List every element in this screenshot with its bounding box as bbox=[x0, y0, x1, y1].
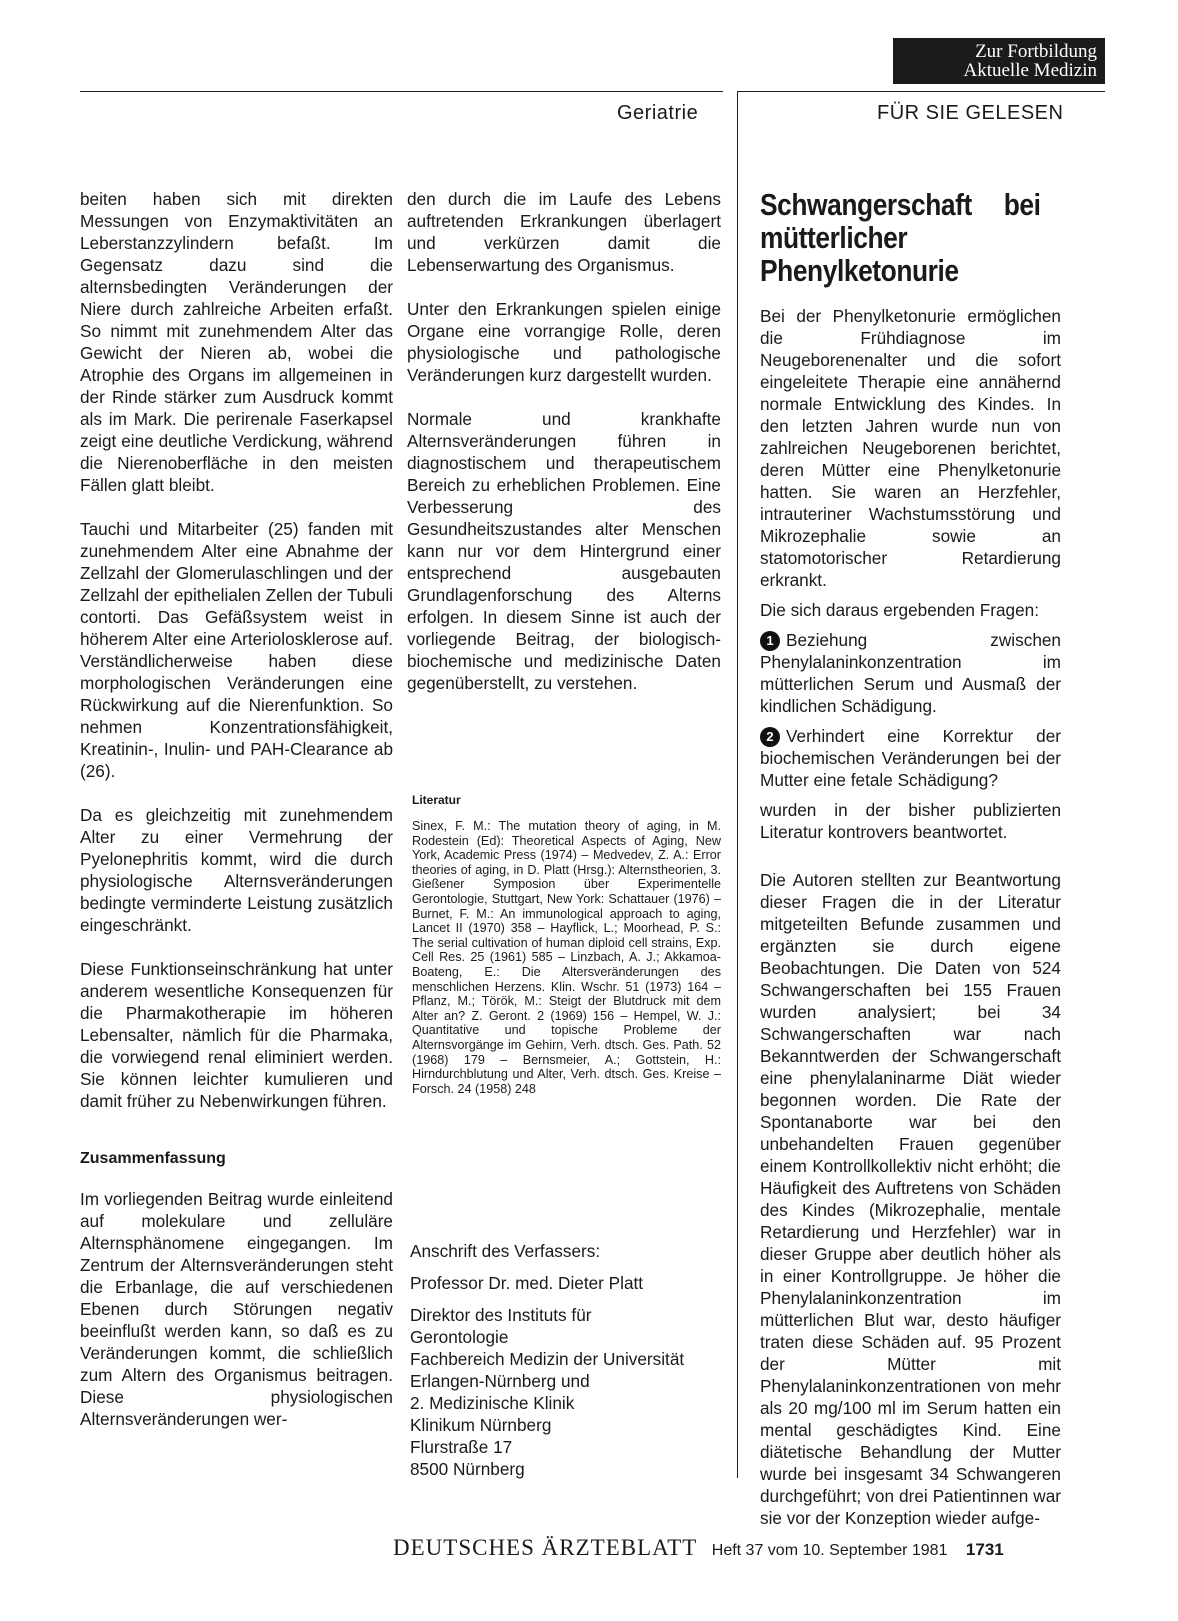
badge-line-2: Aktuelle Medizin bbox=[963, 60, 1097, 81]
address-line: Gerontologie bbox=[410, 1327, 509, 1347]
col3-paragraph-1: Bei der Phenylketonurie ermöglichen die Frühdiagnose im Neugeborenenalter und die sofort eingeleitete Therapie eine annähernd normale Entwicklung des Kindes. In den letzten Jahren wurde nun von zahlreichen Neugeborenen berichtet, deren Mütter eine Phenylketonurie hatten. Sie waren an Herzfehler, intrauteriner Wachstumsstörung und Mikrozephalie sowie an statomotorischer Retardierung erkrankt. bbox=[760, 306, 1061, 590]
article-title: Schwangerschaft bei mütterlicher Phenylketonurie bbox=[760, 187, 1041, 288]
literature-list: Sinex, F. M.: The mutation theory of aging, in M. Rodestein (Ed): Theoretical Aspects of Aging, New York, Academic Press (1974) – Medvedev, Z. A.: Error theories of aging, in D. Platt (Hrsg.): Alternstheorien, 3. Gießener Symposion über Experimentelle Gerontologie, Stuttgart, New York: Schattauer (1976) – Burnet, F. M.: An immunological approach to aging, Lancet II (1970) 358 – Hayflick, L.; Moorhead, P. S.: The serial cultivation of human diploid cell strains, Exp. Cell Res. 25 (1961) 585 – Linzbach, A. J.; Akkamoa-Boateng, E.: Die Altersveränderungen des menschlichen Herzens. Klin. Wschr. 51 (1973) 164 – Pflanz, M.; Török, M.: Steigt der Blutdruck mit dem Alter an? Z. Geront. 2 (1969) 156 – Hempel, W. J.: Quantitative und topische Probleme der Alternsvorgänge im Gehirn, Verh. dtsch. Ges. Path. 52 (1968) 179 – Bernsmeier, A.; Gottstein, H.: Hirndurchblutung und Alter, Verh. dtsch. Ges. Kreise – Forsch. 24 (1958) 248 bbox=[412, 819, 721, 1096]
question-1-text: Beziehung zwischen Phenylalaninkonzentration im mütterlichen Serum und Ausmaß der kindlichen Schädigung. bbox=[760, 630, 1061, 716]
address-label: Anschrift des Verfassers: bbox=[410, 1241, 601, 1261]
address-line: Klinikum Nürnberg bbox=[410, 1415, 552, 1435]
col1-paragraph-1: beiten haben sich mit direkten Messungen von Enzymaktivitäten an Leberstanzzylindern befaßt. Im Gegensatz dazu sind die alternsbedingten Veränderungen der Niere durch zahlreiche Arbeiten erfaßt. So nimmt mit zunehmendem Alter das Gewicht der Nieren ab, wobei die Atrophie des Organs im allgemeinen in der Rinde stärker zum Ausdruck kommt als im Mark. Die perirenale Faserkapsel zeigt eine deutliche Verdickung, während die Nierenoberfläche in den meisten Fällen glatt bleibt. bbox=[80, 189, 393, 495]
question-2-text: Verhindert eine Korrektur der biochemischen Veränderungen bei der Mutter eine fetale Schädigung? bbox=[760, 726, 1061, 790]
col1-paragraph-5: Im vorliegenden Beitrag wurde einleitend auf molekulare und zelluläre Alternsphänomene eingegangen. Im Zentrum der Alternsveränderungen steht die Erbanlage, die auf verschiedenen Ebenen durch Störungen negativ beeinflußt werden kann, so daß es zu Veränderungen kommt, die schließlich zum Altern des Organismus beitragen. Diese physiologischen Alternsveränderungen wer- bbox=[80, 1189, 393, 1429]
col3-paragraph-4: Die Autoren stellten zur Beantwortung dieser Fragen die in der Literatur mitgeteilten Befunde zusammen und ergänzten sie durch eigene Beobachtungen. Die Daten von 524 Schwangerschaften bei 155 Frauen wurden analysiert; bei 34 Schwangerschaften war nach Bekanntwerden der Schwangerschaft eine phenylalaninarme Diät wieder begonnen worden. Die Rate der Spontanaborte war bei den unbehandelten Frauen gegenüber einem Kontrollkollektiv nicht erhöht; die Häufigkeit des Auftretens von Schäden des Kindes (Mikrozephalie, mentale Retardierung und Herzfehler) war in dieser Gruppe aber deutlich höher als in einer Kontrollgruppe. Je höher die Phenylalaninkonzentration im mütterlichen Blut war, desto häufiger traten diese Schäden auf. 95 Prozent der Mütter mit Phenylalaninkonzentrationen von mehr als 20 mg/100 ml im Serum hatten ein mental geschädigtes Kind. Eine diätetische Behandlung der Mutter wurde bei insgesamt 34 Schwangeren durchgeführt; von drei Patientinnen war sie vor der Konzeption wieder aufge- bbox=[760, 870, 1061, 1528]
literature-heading: Literatur bbox=[412, 793, 461, 807]
author-address bbox=[410, 1240, 730, 1480]
number-1-icon: 1 bbox=[760, 631, 780, 651]
col3-paragraph-2: Die sich daraus ergebenden Fragen: bbox=[760, 600, 1039, 620]
question-2 bbox=[760, 725, 1061, 791]
running-head-left: Geriatrie bbox=[617, 102, 699, 124]
address-line: 8500 Nürnberg bbox=[410, 1459, 525, 1479]
column-divider bbox=[737, 91, 738, 1478]
section-badge bbox=[893, 38, 1105, 84]
address-line: Direktor des Instituts für bbox=[410, 1305, 592, 1325]
summary-heading: Zusammenfassung bbox=[80, 1150, 226, 1167]
col1-paragraph-2: Tauchi und Mitarbeiter (25) fanden mit zunehmendem Alter eine Abnahme der Zellzahl der Glomerulaschlingen und der Zellzahl der epithelialen Zellen der Tubuli contorti. Das Gefäßsystem weist in höherem Alter eine Arteriolosklerose auf. Verständlicherweise haben diese morphologischen Veränderungen eine Rückwirkung auf die Nierenfunktion. So nehmen Konzentrationsfähigkeit, Kreatinin-, Inulin- und PAH-Clearance ab (26). bbox=[80, 519, 393, 781]
col1-paragraph-4: Diese Funktionseinschränkung hat unter anderem wesentliche Konsequenzen für die Pharmakotherapie im höheren Lebensalter, nämlich für die Pharmaka, die vorwiegend renal eliminiert werden. Sie können leichter kumulieren und damit früher zu Nebenwirkungen führen. bbox=[80, 959, 393, 1111]
literature-block bbox=[412, 793, 721, 1096]
column-1 bbox=[80, 188, 393, 1452]
top-rule-left bbox=[80, 91, 723, 92]
page-footer bbox=[393, 1535, 1153, 1561]
address-name: Professor Dr. med. Dieter Platt bbox=[410, 1273, 644, 1293]
col3-paragraph-3: wurden in der bisher publizierten Literatur kontrovers beantwortet. bbox=[760, 800, 1061, 842]
address-line: Flurstraße 17 bbox=[410, 1437, 513, 1457]
top-rule-right bbox=[737, 91, 1105, 92]
question-1 bbox=[760, 629, 1061, 717]
column-3 bbox=[760, 188, 1061, 1551]
number-2-icon: 2 bbox=[760, 727, 780, 747]
col2-paragraph-3: Normale und krankhafte Alternsveränderungen führen in diagnostischem und therapeutischem Bereich zu erheblichen Problemen. Eine Verbesserung des Gesundheitszustandes alter Menschen kann nur vor dem Hintergrund einer entsprechend ausgebauten Grundlagenforschung des Alterns erfolgen. In diesem Sinne ist auch der vorliegende Beitrag, der biologisch-biochemische und medizinische Daten gegenüberstellt, zu verstehen. bbox=[407, 409, 721, 693]
address-line: 2. Medizinische Klinik bbox=[410, 1393, 575, 1413]
badge-line-1: Zur Fortbildung bbox=[975, 41, 1097, 62]
column-2 bbox=[407, 188, 721, 716]
col1-paragraph-3: Da es gleichzeitig mit zunehmendem Alter zu einer Vermehrung der Pyelonephritis kommt, wird die durch physiologische Alternsveränderungen bedingte verminderte Leistung zusätzlich eingeschränkt. bbox=[80, 805, 393, 935]
page-number: 1731 bbox=[965, 1540, 1004, 1559]
issue-info: Heft 37 vom 10. September 1981 bbox=[711, 1542, 948, 1559]
col2-paragraph-1: den durch die im Laufe des Lebens auftretenden Erkrankungen überlagert und verkürzen damit die Lebenserwartung des Organismus. bbox=[407, 189, 721, 275]
col2-paragraph-2: Unter den Erkrankungen spielen einige Organe eine vorrangige Rolle, deren physiologische und pathologische Veränderungen kurz dargestellt wurden. bbox=[407, 299, 721, 385]
running-head-right: FÜR SIE GELESEN bbox=[877, 102, 1064, 124]
address-line: Erlangen-Nürnberg und bbox=[410, 1371, 590, 1391]
address-line: Fachbereich Medizin der Universität bbox=[410, 1349, 685, 1369]
journal-name: DEUTSCHES ÄRZTEBLATT bbox=[393, 1535, 698, 1560]
